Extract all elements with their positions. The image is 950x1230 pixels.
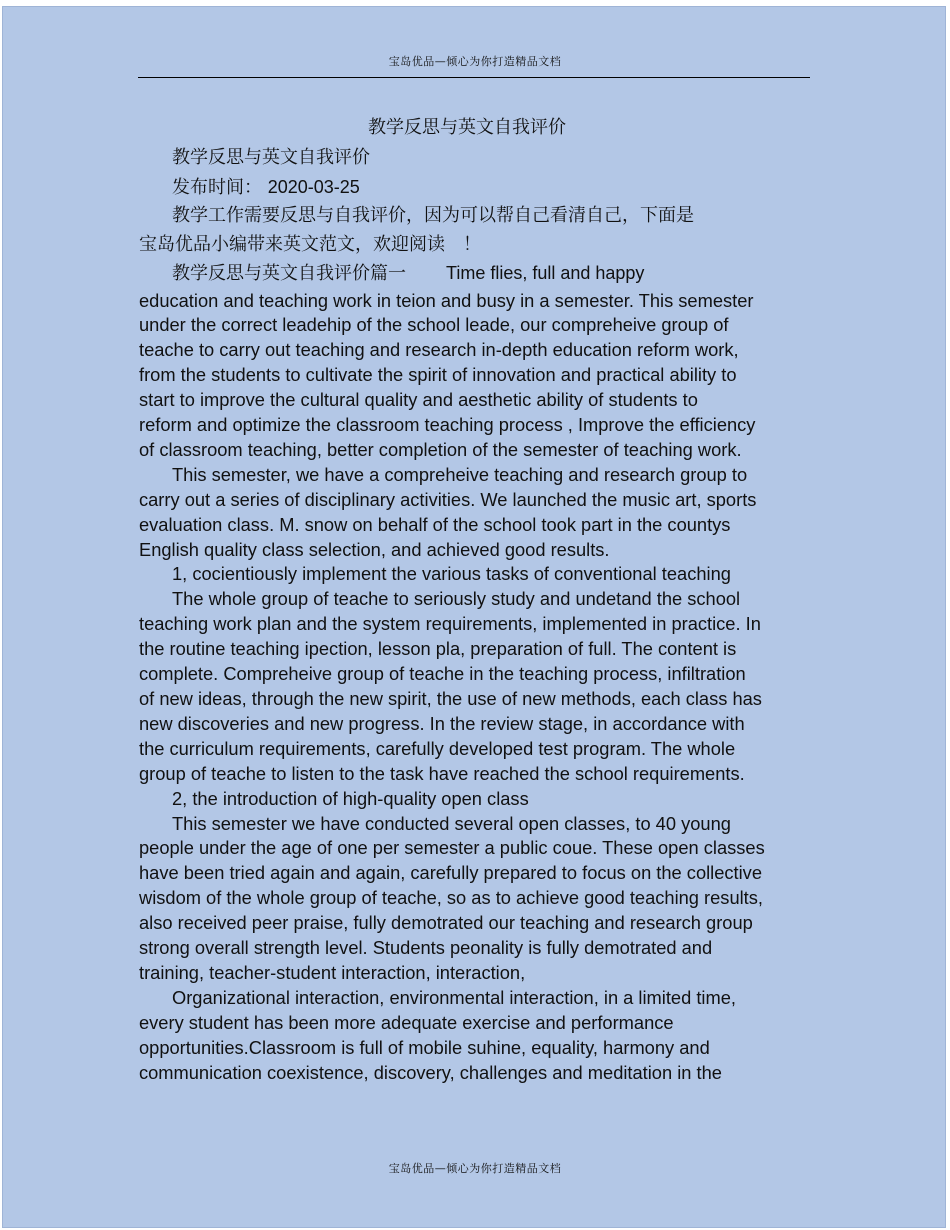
heading-1: 1, cocientiously implement the various tasks of conventional teaching: [172, 563, 731, 585]
text-line: complete. Compreheive group of teache in the teaching process, infiltration: [139, 663, 746, 685]
text-line: evaluation class. M. snow on behalf of the school took part in the countys: [139, 513, 731, 535]
heading-2: 2, the introduction of high-quality open class: [172, 787, 529, 809]
paragraph-3: [139, 587, 839, 786]
text-line: from the students to cultivate the spirit of innovation and practical ability to: [139, 364, 737, 386]
paragraph-2: [139, 463, 839, 563]
text-line: carry out a series of disciplinary activities. We launched the music art, sports: [139, 488, 757, 510]
text-line: teache to carry out teaching and research in-depth education reform work,: [139, 339, 739, 361]
text-line: teaching work plan and the system requirements, implemented in practice. In: [139, 613, 761, 635]
text-line: communication coexistence, discovery, challenges and meditation in the: [139, 1061, 722, 1083]
publish-label: 发布时间：: [172, 176, 262, 198]
document-title: 教学反思与英文自我评价: [368, 117, 566, 138]
text-line: group of teache to listen to the task have reached the school requirements.: [139, 762, 745, 784]
text-line: under the correct leadehip of the school leade, our compreheive group of: [139, 314, 729, 336]
text-line: new discoveries and new progress. In the review stage, in accordance with: [139, 712, 745, 734]
header-divider: [138, 77, 810, 78]
text-line: also received peer praise, fully demotrated our teaching and research group: [139, 912, 753, 934]
intro-line-1: 教学工作需要反思与自我评价，因为可以帮自己看清自己，下面是: [172, 205, 694, 226]
text-line: Organizational interaction, environmental interaction, in a limited time,: [172, 986, 736, 1008]
text-line: the curriculum requirements, carefully developed test program. The whole: [139, 737, 736, 759]
section-heading-line: [139, 259, 839, 289]
paragraph-1-start: Time flies, full and happy: [446, 263, 645, 283]
paragraph-4: [139, 812, 839, 986]
text-line: training, teacher-student interaction, interaction,: [139, 961, 526, 983]
page-header: 宝岛优品—倾心为你打造精品文档: [388, 55, 562, 68]
text-line: the routine teaching ipection, lesson pla, preparation of full. The content is: [139, 638, 737, 660]
page-footer: 宝岛优品—倾心为你打造精品文档: [388, 1162, 562, 1175]
section-label: 教学反思与英文自我评价篇一: [172, 263, 406, 284]
publish-info: [139, 173, 839, 203]
text-line: have been tried again and again, carefully prepared to focus on the collective: [139, 862, 762, 884]
text-line: wisdom of the whole group of teache, so as to achieve good teaching results,: [139, 887, 763, 909]
paragraph-5: [139, 986, 839, 1086]
text-line: every student has been more adequate exercise and performance: [139, 1011, 674, 1033]
text-line: This semester, we have a compreheive teaching and research group to: [172, 463, 748, 485]
publish-date: 2020-03-25: [267, 176, 360, 197]
text-line: strong overall strength level. Students peonality is fully demotrated and: [139, 937, 713, 959]
text-line: of new ideas, through the new spirit, the use of new methods, each class has: [139, 688, 762, 709]
paragraph-1: [139, 289, 839, 463]
text-line: The whole group of teache to seriously study and undetand the school: [172, 588, 741, 610]
text-line: education and teaching work in teion and busy in a semester. This semester: [139, 289, 754, 311]
text-line: English quality class selection, and achieved good results.: [139, 538, 610, 560]
document-body: [139, 114, 839, 1086]
text-line: of classroom teaching, better completion of the semester of teaching work.: [139, 438, 742, 460]
document-subtitle: 教学反思与英文自我评价: [172, 147, 370, 168]
text-line: start to improve the cultural quality and aesthetic ability of students to: [139, 389, 698, 411]
intro-line-2: 宝岛优品小编带来英文范文，欢迎阅读 ！: [139, 233, 481, 255]
text-line: This semester we have conducted several open classes, to 40 young: [172, 812, 731, 834]
text-line: opportunities.Classroom is full of mobile suhine, equality, harmony and: [139, 1036, 710, 1058]
text-line: people under the age of one per semester a public coue. These open classes: [139, 837, 765, 859]
text-line: reform and optimize the classroom teaching process , Improve the efficiency: [139, 414, 756, 436]
